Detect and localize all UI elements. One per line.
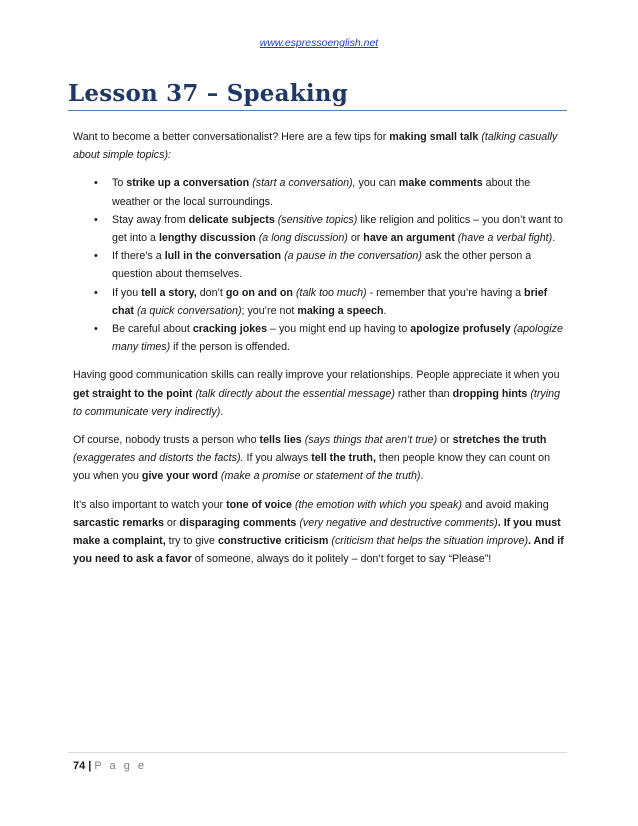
definition: (start a conversation),	[249, 177, 356, 190]
text: like religion and politics – you don’t want to get into a	[112, 213, 563, 245]
key-phrase: go on and on	[225, 286, 293, 299]
key-phrase: dropping hints	[452, 387, 528, 400]
key-phrase: constructive criticism	[217, 535, 329, 548]
key-phrase: lengthy discussion	[158, 232, 256, 245]
text: If you	[112, 286, 142, 299]
key-phrase: tell the truth,	[311, 452, 376, 465]
text: or	[347, 232, 364, 245]
text: Stay away from	[112, 213, 189, 226]
text: - remember that you’re having a	[366, 286, 525, 299]
communication-paragraph	[73, 366, 567, 421]
definition: (sensitive topics)	[274, 213, 358, 226]
key-phrase: ask a favor	[135, 553, 192, 566]
intro-paragraph	[73, 128, 567, 164]
text: Having good communication skills can really improve your relationships. People appreciate it when you	[73, 369, 560, 382]
tone-paragraph	[73, 496, 567, 569]
definition: (a pause in the conversation)	[281, 250, 422, 263]
text: ask the other person a question about themselves.	[112, 250, 532, 281]
text: or	[437, 434, 453, 447]
text: if the person is offended.	[170, 341, 291, 354]
key-phrase: lull in the conversation	[164, 250, 282, 263]
definition: (the emotion with which you speak)	[291, 498, 462, 511]
list-item	[73, 320, 567, 356]
bullet-icon: •	[94, 286, 98, 299]
key-phrase: cracking jokes	[192, 323, 268, 336]
bullet-icon: •	[94, 213, 98, 226]
text: rather than	[394, 387, 453, 400]
page-label: P a g e	[94, 760, 147, 772]
definition: (a quick conversation)	[133, 304, 242, 317]
definition: (apologize many times)	[112, 323, 563, 354]
text: try to give	[165, 535, 218, 548]
bullet-icon: •	[94, 323, 98, 336]
text: It’s also important to watch your	[73, 498, 227, 511]
lesson-body	[73, 128, 567, 578]
text: you can	[355, 177, 399, 190]
text: To	[112, 177, 127, 190]
text: or	[163, 516, 180, 529]
definition: (have a verbal fight)	[454, 232, 553, 245]
key-phrase: get straight to the point	[73, 387, 193, 400]
key-phrase: tone of voice	[226, 498, 292, 511]
text: about the weather or the local surroundings.	[112, 177, 531, 208]
key-phrase: stretches the truth	[452, 434, 547, 447]
key-phrase: have an argument	[363, 232, 455, 245]
page-title: Lesson 37 – Speaking	[68, 80, 348, 107]
tips-list	[73, 174, 567, 356]
text: Be careful about	[112, 323, 193, 336]
key-phrase: make a complaint,	[73, 535, 166, 548]
definition: (talk too much)	[292, 286, 367, 299]
key-phrase: making small talk	[389, 131, 479, 143]
key-phrase: apologize profusely	[410, 323, 511, 336]
text: .	[420, 470, 424, 483]
definition: (exaggerates and distorts the facts).	[73, 452, 244, 465]
definition: (talk directly about the essential message)	[192, 387, 395, 400]
text: and avoid making	[461, 498, 549, 511]
footer-divider	[68, 752, 567, 753]
text: ; you’re not	[241, 304, 298, 317]
text: Of course, nobody trusts a person who	[73, 434, 260, 447]
definition: (make a promise or statement of the truth)	[217, 470, 421, 483]
text: Want to become a better conversationalist? Here are a few tips for	[73, 131, 390, 143]
key-phrase: strike up a conversation	[126, 177, 250, 190]
text: of someone, always do it politely – don’t forget to say “Please”!	[191, 553, 492, 566]
definition: (criticism that helps the situation improve)	[328, 535, 529, 548]
key-phrase: making a speech	[297, 304, 384, 317]
text: .	[552, 232, 556, 245]
text: .	[220, 405, 224, 418]
list-item	[73, 247, 567, 283]
text: then people know they can count on you when you	[73, 452, 551, 483]
list-item	[73, 174, 567, 210]
header-website-link[interactable]: www.espressoenglish.net	[259, 37, 379, 49]
text: If you always	[243, 452, 312, 465]
key-phrase: sarcastic remarks	[73, 516, 164, 529]
footer-separator: |	[88, 760, 92, 772]
definition: (trying to communicate very indirectly)	[73, 387, 561, 418]
definition: (very negative and destructive comments)	[296, 516, 498, 529]
bullet-icon: •	[94, 177, 98, 190]
key-phrase: tell a story,	[141, 286, 197, 299]
key-phrase: give your word	[141, 470, 218, 483]
definition: (says things that aren’t true)	[301, 434, 438, 447]
list-item	[73, 284, 567, 320]
text: If there’s a	[112, 250, 165, 263]
key-phrase: tells lies	[259, 434, 302, 447]
text: . If you must	[497, 516, 561, 529]
page-number: 74	[73, 760, 86, 772]
key-phrase: delicate subjects	[188, 213, 275, 226]
title-underline-rule	[68, 110, 567, 111]
page-footer	[73, 760, 147, 772]
definition: (a long discussion)	[255, 232, 348, 245]
key-phrase: brief chat	[112, 286, 548, 317]
truth-paragraph	[73, 431, 567, 486]
text: .	[383, 304, 387, 317]
text: – you might end up having to	[267, 323, 411, 336]
key-phrase: make comments	[398, 177, 483, 190]
list-item	[73, 211, 567, 247]
text: don’t	[196, 286, 226, 299]
text: . And if you need to	[73, 535, 564, 566]
key-phrase: disparaging comments	[179, 516, 297, 529]
definition: (talking casually about simple topics):	[73, 131, 558, 162]
bullet-icon: •	[94, 250, 98, 263]
